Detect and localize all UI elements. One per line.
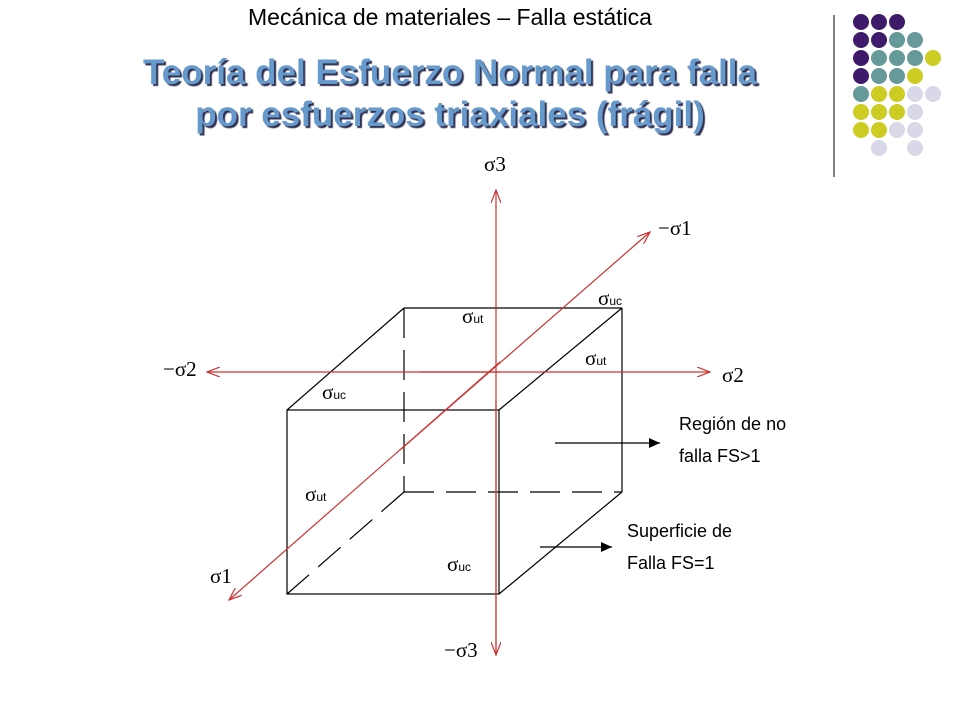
annotation-line: falla FS>1 — [679, 446, 761, 466]
annotation-line: Región de no — [679, 414, 787, 434]
title-line-2: por esfuerzos triaxiales (frágil) — [195, 95, 705, 134]
sigma3-negative-label: −σ3 — [444, 638, 478, 662]
title-line-1: Teoría del Esfuerzo Normal para falla — [143, 53, 757, 92]
sigma-ut-right-label: σut — [585, 346, 607, 370]
sigma2-negative-label: −σ2 — [163, 357, 197, 381]
subscript: uc — [333, 388, 347, 402]
sigma2-positive-label: σ2 — [722, 363, 744, 387]
subscript: ut — [596, 354, 607, 368]
sigma1-positive-label: σ1 — [210, 564, 232, 588]
sigma-uc-bottom-label: σuc — [447, 552, 472, 576]
failure-surface-annotation — [627, 515, 732, 579]
sigma3-positive-label: σ3 — [484, 152, 506, 176]
sigma-uc-top-right-label: σuc — [598, 286, 623, 310]
annotation-line: Falla FS=1 — [627, 553, 715, 573]
stress-axes — [207, 190, 710, 655]
hidden-edge-bottom-diagonal — [287, 492, 404, 594]
sigma-uc-left-label: σuc — [322, 380, 347, 404]
subscript: uc — [609, 294, 623, 308]
subject-header: Mecánica de materiales – Falla estática — [248, 4, 652, 30]
cube-bottom-right-edge — [499, 492, 622, 594]
sigma1-negative-label: −σ1 — [658, 216, 692, 240]
annotation-line: Superficie de — [627, 521, 733, 541]
subscript: ut — [473, 312, 484, 326]
subscript: ut — [316, 490, 327, 504]
sigma-ut-top-label: σut — [462, 304, 484, 328]
no-failure-region-annotation — [679, 408, 786, 472]
sigma-ut-front-label: σut — [305, 482, 327, 506]
subscript: uc — [458, 560, 472, 574]
